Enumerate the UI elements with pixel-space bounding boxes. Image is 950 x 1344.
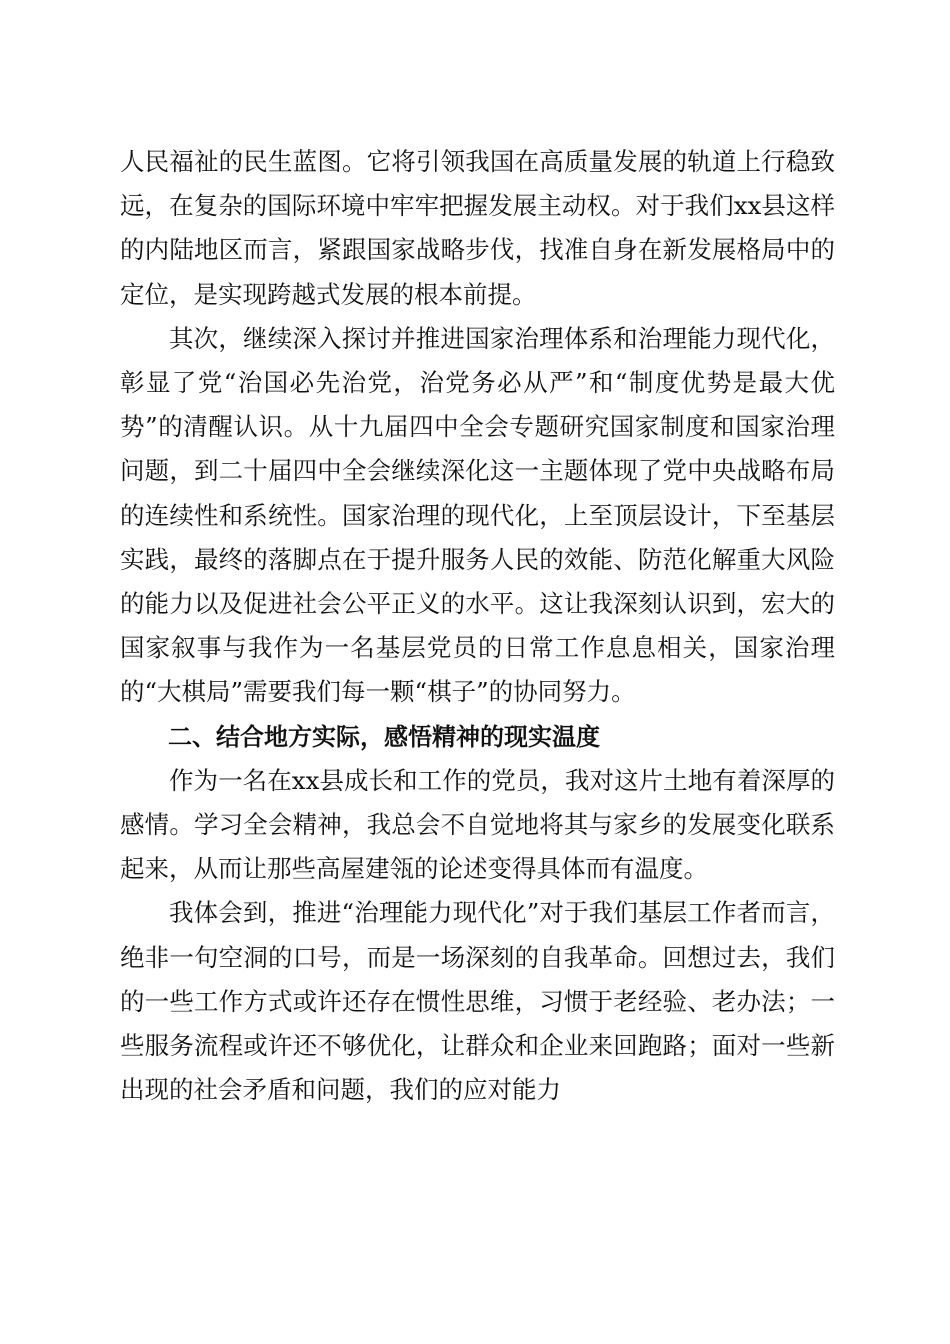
paragraph-local-feeling: 作为一名在xx县成长和工作的党员，我对这片土地有着深厚的感情。学习全会精神，我总会不自觉地将其与家乡的发展变化联系起来，从而让那些高屋建瓴的论述变得具体而有温度。 [120, 765, 835, 884]
paragraph-self-reform: 我体会到，推进“治理能力现代化”对于我们基层工作者而言，绝非一句空洞的口号，而是一场深刻的自我革命。回想过去，我们的一些工作方式或许还存在惯性思维，习惯于老经验、老办法；一些服务流程或许还不够优化，让群众和企业来回跑路；面对一些新出现的社会矛盾和问题，我们的应对能力 [120, 898, 835, 1105]
paragraph-governance: 其次，继续深入探讨并推进国家治理体系和治理能力现代化，彰显了党“治国必先治党，治党务必从严”和“制度优势是最大优势”的清醒认识。从十九届四中全会专题研究国家制度和国家治理问题，到二十届四中全会继续深化这一主题体现了党中央战略布局的连续性和系统性。国家治理的现代化，上至顶层设计，下至基层实践，最终的落脚点在于提升服务人民的效能、防范化解重大风险的能力以及促进社会公平正义的水平。这让我深刻认识到，宏大的国家叙事与我作为一名基层党员的日常工作息息相关，国家治理的“大棋局”需要我们每一颗“棋子”的协同努力。 [120, 323, 835, 707]
section-heading: 二、结合地方实际，感悟精神的现实温度 [168, 722, 600, 751]
paragraph-continued: 人民福祉的民生蓝图。它将引领我国在高质量发展的轨道上行稳致远，在复杂的国际环境中牢牢把握发展主动权。对于我们xx县这样的内陆地区而言，紧跟国家战略步伐，找准自身在新发展格局中的定位，是实现跨越式发展的根本前提。 [120, 147, 835, 309]
document-body [120, 140, 835, 1112]
